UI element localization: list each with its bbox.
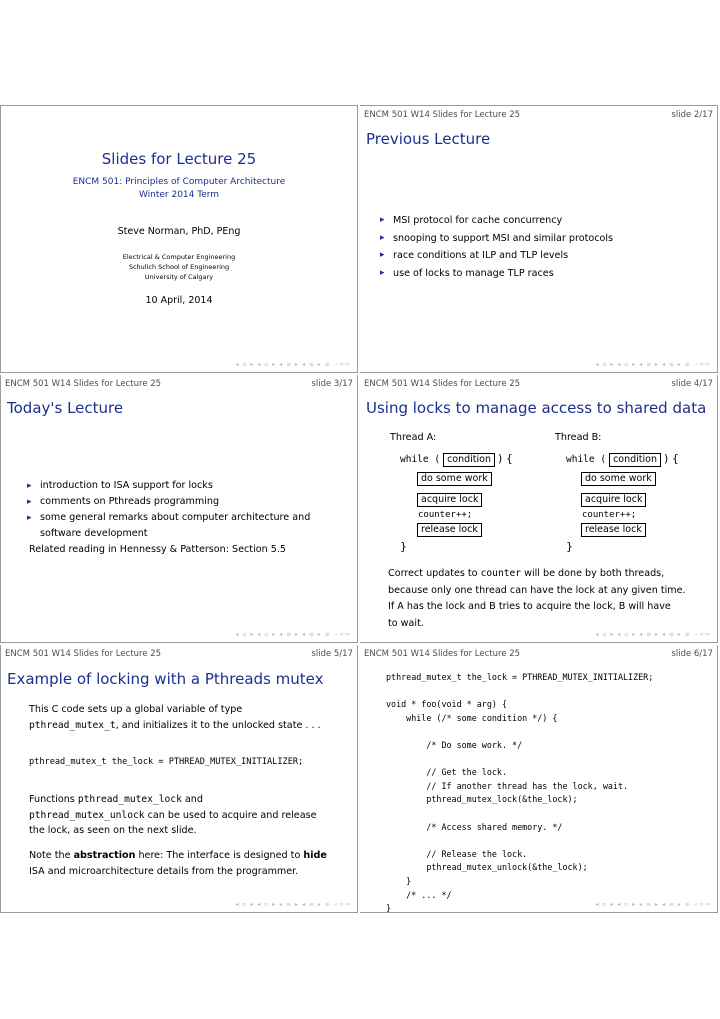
slide-3 bbox=[0, 375, 358, 643]
code-line bbox=[386, 753, 653, 767]
while-keyword: while ( bbox=[400, 454, 441, 465]
para-line: This C code sets up a global variable of type bbox=[29, 704, 243, 715]
course-name: ENCM 501: Principles of Computer Architecture bbox=[72, 177, 286, 187]
paragraph-1 bbox=[29, 702, 354, 734]
loop-open: ) { bbox=[498, 452, 513, 465]
do-some-work-box: do some work bbox=[417, 472, 492, 486]
loop-open: ) { bbox=[664, 452, 679, 465]
counter-code: counter bbox=[480, 568, 522, 579]
thread-b-loop bbox=[566, 452, 679, 467]
code-line: // Get the lock. bbox=[386, 767, 508, 778]
code-line: } bbox=[386, 875, 412, 886]
para-text: and bbox=[184, 794, 203, 805]
slide-title: Example of locking with a Pthreads mutex bbox=[7, 670, 324, 688]
para-line bbox=[29, 848, 357, 864]
para-line bbox=[388, 566, 713, 583]
slide-header bbox=[5, 379, 353, 391]
slide-header bbox=[364, 379, 713, 391]
code-line: } bbox=[386, 903, 392, 913]
unlock-code: pthread_mutex_unlock bbox=[29, 809, 145, 821]
code-line: /* Do some work. */ bbox=[386, 739, 523, 750]
slide-title: Previous Lecture bbox=[366, 130, 491, 148]
slide-2 bbox=[360, 105, 718, 373]
nav-icons[interactable]: ◂ ▫ ▸ ◂ ▫ ▸ ◂ ≡ ▸ ◂ ≡ ▸ ≡ ∽∝∾ bbox=[595, 631, 711, 638]
acquire-lock-box: acquire lock bbox=[417, 493, 482, 507]
while-keyword: while ( bbox=[566, 454, 607, 465]
list-item: ▸ some general remarks about computer architecture and software development bbox=[27, 510, 332, 542]
release-lock-box: release lock bbox=[581, 523, 646, 537]
slide-number: slide 2/17 bbox=[671, 110, 713, 120]
counter-increment: counter++; bbox=[582, 510, 637, 520]
thread-b-label: Thread B: bbox=[555, 432, 602, 443]
para-line bbox=[29, 808, 354, 824]
para-text: , and initializes it to the unlocked state . . . bbox=[115, 720, 321, 731]
slide-number: slide 3/17 bbox=[311, 379, 353, 389]
code-line: pthread_mutex_lock(&the_lock); bbox=[386, 794, 578, 805]
list-item: ▸ use of locks to manage TLP races bbox=[380, 265, 710, 283]
list-item: ▸ snooping to support MSI and similar protocols bbox=[380, 230, 710, 248]
dept-line-3: University of Calgary bbox=[144, 273, 214, 281]
loop-close: } bbox=[566, 540, 573, 553]
nav-icons[interactable]: ◂ ▫ ▸ ◂ ▫ ▸ ◂ ≡ ▸ ◂ ≡ ▸ ≡ ∽∝∾ bbox=[235, 361, 351, 368]
nav-icons[interactable]: ◂ ▫ ▸ ◂ ▫ ▸ ◂ ≡ ▸ ◂ ≡ ▸ ≡ ∽∝∾ bbox=[235, 631, 351, 638]
related-reading: Related reading in Hennessy & Patterson: Section 5.5 bbox=[29, 544, 286, 555]
paragraph-2 bbox=[29, 792, 354, 839]
slide-number: slide 5/17 bbox=[311, 649, 353, 659]
para-line: If A has the lock and B tries to acquire the lock, B will have bbox=[388, 601, 671, 612]
explanation-paragraph bbox=[388, 566, 713, 632]
bullet-list bbox=[380, 212, 710, 282]
type-code: pthread_mutex_t bbox=[29, 720, 116, 731]
lock-code: pthread_mutex_lock bbox=[77, 794, 182, 805]
condition-box: condition bbox=[609, 453, 661, 467]
release-lock-box: release lock bbox=[417, 523, 482, 537]
loop-close: } bbox=[400, 540, 407, 553]
code-line: /* ... */ bbox=[386, 889, 452, 900]
header-text: ENCM 501 W14 Slides for Lecture 25 bbox=[364, 110, 521, 120]
thread-a-loop bbox=[400, 452, 513, 467]
code-line bbox=[386, 685, 653, 699]
para-line bbox=[29, 718, 354, 734]
bullet-list bbox=[27, 478, 332, 542]
slide-header bbox=[364, 649, 713, 661]
counter-increment: counter++; bbox=[418, 510, 473, 520]
nav-icons[interactable]: ◂ ▫ ▸ ◂ ▫ ▸ ◂ ≡ ▸ ◂ ≡ ▸ ≡ ∽∝∾ bbox=[595, 901, 711, 908]
slide-header bbox=[364, 110, 713, 122]
slide-grid bbox=[0, 105, 720, 913]
para-line bbox=[29, 792, 354, 808]
date: 10 April, 2014 bbox=[145, 295, 213, 306]
code-block bbox=[386, 671, 653, 913]
para-text: Note the bbox=[29, 850, 71, 861]
slide-4 bbox=[360, 375, 718, 643]
header-text: ENCM 501 W14 Slides for Lecture 25 bbox=[364, 379, 521, 389]
code-line bbox=[386, 807, 653, 821]
slide-number: slide 6/17 bbox=[671, 649, 713, 659]
slide-header bbox=[5, 649, 353, 661]
para-line: because only one thread can have the lock at any given time. bbox=[388, 584, 686, 596]
slide-number: slide 4/17 bbox=[671, 379, 713, 389]
dept-line-1: Electrical & Computer Engineering bbox=[122, 253, 236, 261]
para-text: here: The interface is designed to bbox=[138, 850, 301, 861]
code-line: while (/* some condition */) { bbox=[386, 712, 558, 723]
list-item: ▸ introduction to ISA support for locks bbox=[27, 478, 332, 494]
hide-term: hide bbox=[303, 850, 327, 861]
code-line: /* Access shared memory. */ bbox=[386, 821, 563, 832]
paragraph-3 bbox=[29, 848, 357, 880]
code-line bbox=[386, 725, 653, 739]
nav-icons[interactable]: ◂ ▫ ▸ ◂ ▫ ▸ ◂ ≡ ▸ ◂ ≡ ▸ ≡ ∽∝∾ bbox=[595, 361, 711, 368]
author: Steve Norman, PhD, PEng bbox=[117, 226, 241, 237]
code-line: pthread_mutex_t the_lock = PTHREAD_MUTEX_INITIALIZER; bbox=[29, 757, 304, 767]
dept-line-2: Schulich School of Engineering bbox=[128, 263, 230, 271]
nav-icons[interactable]: ◂ ▫ ▸ ◂ ▫ ▸ ◂ ≡ ▸ ◂ ≡ ▸ ≡ ∽∝∾ bbox=[235, 901, 351, 908]
code-line bbox=[386, 834, 653, 848]
list-item: ▸ race conditions at ILP and TLP levels bbox=[380, 247, 710, 265]
thread-a-label: Thread A: bbox=[390, 432, 437, 443]
condition-box: condition bbox=[443, 453, 495, 467]
code-line: void * foo(void * arg) { bbox=[386, 699, 508, 710]
slide-title: Using locks to manage access to shared data bbox=[366, 399, 707, 417]
para-text: Functions bbox=[29, 794, 75, 805]
header-text: ENCM 501 W14 Slides for Lecture 25 bbox=[364, 649, 521, 659]
term: Winter 2014 Term bbox=[138, 190, 220, 200]
code-line: // Release the lock. bbox=[386, 848, 528, 859]
slide-title: Slides for Lecture 25 bbox=[101, 150, 257, 168]
list-item: ▸ MSI protocol for cache concurrency bbox=[380, 212, 710, 230]
acquire-lock-box: acquire lock bbox=[581, 493, 646, 507]
do-some-work-box: do some work bbox=[581, 472, 656, 486]
slide-5 bbox=[0, 645, 358, 913]
header-text: ENCM 501 W14 Slides for Lecture 25 bbox=[5, 379, 162, 389]
slide-1 bbox=[0, 105, 358, 373]
para-line: ISA and microarchitecture details from the programmer. bbox=[29, 866, 299, 877]
slide-6 bbox=[360, 645, 718, 913]
code-line: pthread_mutex_unlock(&the_lock); bbox=[386, 862, 588, 873]
para-text: can be used to acquire and release bbox=[147, 809, 317, 821]
abstraction-term: abstraction bbox=[73, 850, 136, 861]
code-line: pthread_mutex_t the_lock = PTHREAD_MUTEX_INITIALIZER; bbox=[386, 672, 654, 682]
para-line: the lock, as seen on the next slide. bbox=[29, 825, 197, 836]
slide-title: Today's Lecture bbox=[7, 399, 124, 417]
header-text: ENCM 501 W14 Slides for Lecture 25 bbox=[5, 649, 162, 659]
para-text: Correct updates to bbox=[388, 568, 478, 579]
para-line: to wait. bbox=[388, 617, 424, 629]
code-line: // If another thread has the lock, wait. bbox=[386, 780, 629, 791]
list-item: ▸ comments on Pthreads programming bbox=[27, 494, 332, 510]
para-text: will be done by both threads, bbox=[524, 568, 665, 579]
